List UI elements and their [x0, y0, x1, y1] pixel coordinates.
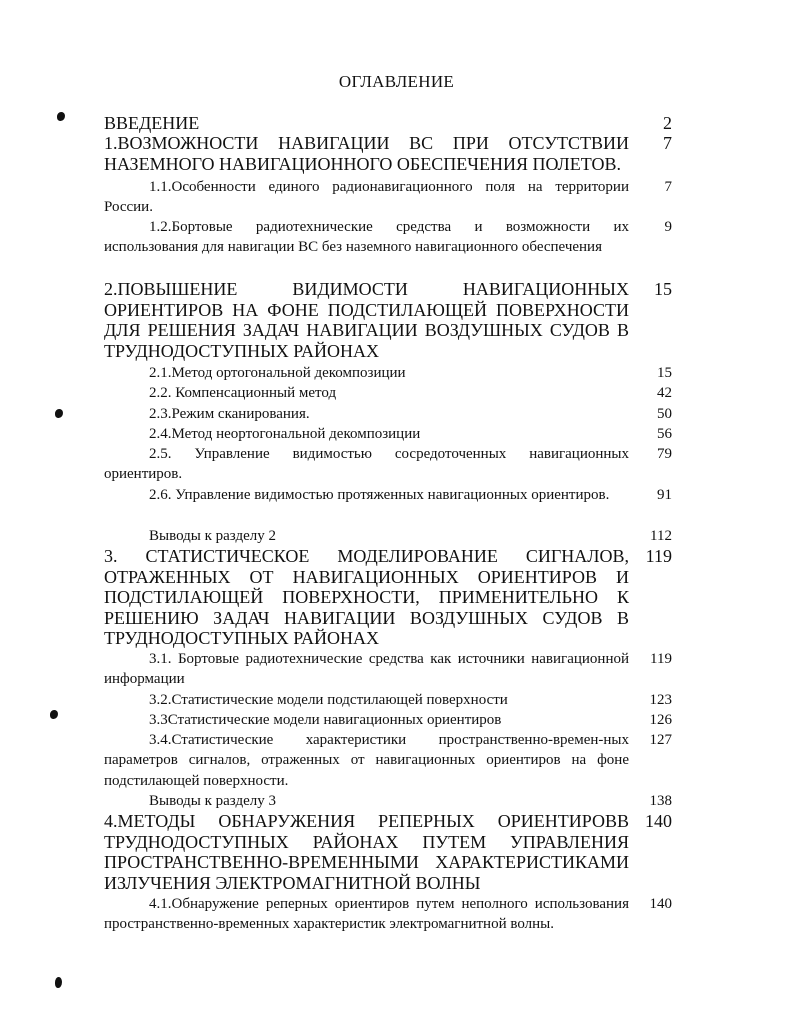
- toc-entry-page: 127: [649, 732, 672, 748]
- toc-entry-chapter-1: [104, 133, 672, 177]
- toc-entry-section-3-2: [104, 690, 672, 710]
- toc-entry-page: 50: [657, 406, 672, 422]
- toc-entry-text: 1.ВОЗМОЖНОСТИ НАВИГАЦИИ ВС ПРИ ОТСУТСТВИИ НАЗЕМНОГО НАВИГАЦИОННОГО ОБЕСПЕЧЕНИЯ ПОЛЕТОВ.: [104, 133, 629, 174]
- toc-entry-section-2-4: [104, 424, 672, 444]
- toc-entry-text: Выводы к разделу 2: [149, 528, 276, 544]
- toc-entry-text: 2.4.Метод неортогональной декомпозиции: [149, 426, 421, 442]
- toc-entry-text: 1.2.Бортовые радиотехнические средства и возможности их использования для навигации ВС без наземного навигационного обеспечения: [104, 219, 629, 256]
- toc-entry-page: 119: [645, 546, 672, 566]
- toc-entry-text: 3.4.Статистические характеристики пространственно-времен-ных параметров сигналов, отраженных от навигационных ориентиров на фоне подстилающей поверхности.: [104, 732, 629, 789]
- toc-entry-section-1-1: [104, 177, 672, 217]
- binding-hole-mark: [50, 710, 58, 719]
- toc-entry-section-4-1: [104, 894, 672, 956]
- toc-entry-text: 2.2. Компенсационный метод: [149, 385, 337, 401]
- toc-entry-text: Выводы к разделу 3: [149, 793, 276, 809]
- toc-entry-text: 3.2.Статистические модели подстилающей поверхности: [149, 692, 508, 708]
- toc-entry-page: 42: [657, 385, 672, 401]
- toc-entry-page: 140: [649, 896, 672, 912]
- toc-entry-chapter-2: [104, 279, 672, 363]
- toc-entry-page: 2: [663, 113, 672, 133]
- toc-entry-page: 123: [649, 692, 672, 708]
- toc-entry-text: 2.1.Метод ортогональной декомпозиции: [149, 365, 406, 381]
- table-of-contents: [104, 113, 672, 956]
- toc-entry-page: 7: [663, 133, 672, 153]
- toc-entry-text: 2.5. Управление видимостью сосредоточенных навигационных ориентиров.: [104, 446, 629, 483]
- toc-entry-section-2-6: [104, 485, 672, 526]
- toc-entry-section-1-2: [104, 217, 672, 279]
- toc-entry-text: 3.1. Бортовые радиотехнические средства как источники навигационной информации: [104, 651, 629, 688]
- toc-entry-page: 91: [657, 487, 672, 503]
- toc-entry-section-2-3: [104, 404, 672, 424]
- toc-entry-intro: [104, 113, 672, 133]
- toc-entry-section-2-2: [104, 383, 672, 404]
- toc-entry-conclusions-2: [104, 526, 672, 546]
- toc-entry-page: 112: [650, 528, 672, 544]
- toc-entry-text: 4.МЕТОДЫ ОБНАРУЖЕНИЯ РЕПЕРНЫХ ОРИЕНТИРОВВ ТРУДНОДОСТУПНЫХ РАЙОНАХ ПУТЕМ УПРАВЛЕНИЯ ПРОСТРАНСТВЕННО-ВРЕМЕННЫМИ ХАРАКТЕРИСТИКАМИ ИЗЛУЧЕНИЯ ЭЛЕКТРОМАГНИТНОЙ ВОЛНЫ: [104, 811, 629, 893]
- toc-entry-text: 3.3Статистические модели навигационных ориентиров: [149, 712, 502, 728]
- toc-entry-text: 2.6. Управление видимостью протяженных навигационных ориентиров.: [149, 487, 610, 503]
- binding-hole-mark: [57, 112, 65, 121]
- toc-entry-text: 1.1.Особенности единого радионавигационного поля на территории России.: [104, 179, 629, 216]
- toc-entry-text: 3. СТАТИСТИЧЕСКОЕ МОДЕЛИРОВАНИЕ СИГНАЛОВ, ОТРАЖЕННЫХ ОТ НАВИГАЦИОННЫХ ОРИЕНТИРОВ И ПОДСТИЛАЮЩЕЙ ПОВЕРХНОСТИ, ПРИМЕНИТЕЛЬНО К РЕШЕНИЮ ЗАДАЧ НАВИГАЦИИ ВОЗДУШНЫХ СУДОВ В ТРУДНОДОСТУПНЫХ РАЙОНАХ: [104, 546, 629, 648]
- toc-entry-text: 2.3.Режим сканирования.: [149, 406, 310, 422]
- toc-entry-text: 2.ПОВЫШЕНИЕ ВИДИМОСТИ НАВИГАЦИОННЫХ ОРИЕНТИРОВ НА ФОНЕ ПОДСТИЛАЮЩЕЙ ПОВЕРХНОСТИ ДЛЯ РЕШЕНИЯ ЗАДАЧ НАВИГАЦИИ ВОЗДУШНЫХ СУДОВ В ТРУДНОДОСТУПНЫХ РАЙОНАХ: [104, 279, 629, 361]
- page-title: ОГЛАВЛЕНИЕ: [338, 72, 455, 91]
- toc-entry-page: 15: [657, 365, 672, 381]
- toc-entry-section-3-4: [104, 730, 672, 791]
- toc-entry-page: 15: [654, 279, 672, 299]
- toc-entry-page: 138: [649, 793, 672, 809]
- toc-entry-section-3-3: [104, 710, 672, 730]
- toc-entry-section-3-1: [104, 649, 672, 690]
- toc-entry-page: 56: [657, 426, 672, 442]
- toc-entry-page: 119: [650, 651, 672, 667]
- toc-entry-chapter-3: [104, 546, 672, 649]
- toc-entry-page: 79: [657, 446, 672, 462]
- toc-entry-page: 140: [645, 811, 672, 831]
- toc-entry-page: 126: [649, 712, 672, 728]
- binding-hole-mark: [55, 977, 62, 988]
- toc-entry-text: 4.1.Обнаружение реперных ориентиров путем неполного использования пространственно-временных характеристик электромагнитной волны.: [104, 896, 629, 933]
- toc-entry-chapter-4: [104, 811, 672, 894]
- toc-entry-conclusions-3: [104, 791, 672, 811]
- toc-entry-section-2-1: [104, 363, 672, 383]
- toc-entry-page: 9: [664, 219, 672, 235]
- toc-entry-page: 7: [664, 179, 672, 195]
- binding-hole-mark: [55, 409, 63, 418]
- toc-entry-text: ВВЕДЕНИЕ: [104, 113, 200, 133]
- toc-entry-section-2-5: [104, 444, 672, 485]
